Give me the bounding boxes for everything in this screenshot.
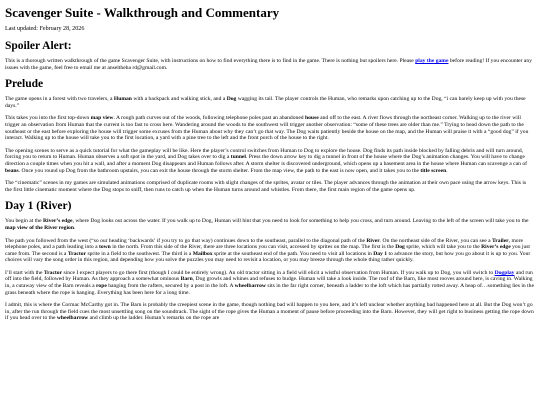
prelude-paragraph-2: This takes you into the first top-down map view. A rough path curves out of the woods, following telephone poles past an abandoned house and off to the east. A river flows through the northeast corner. Walking up to the river will trigger an observation from Human that the current is too fast to cross here. Wandering around the woods to the southwest will trigger another observation: “some of these trees are older than me.” Trying to head down the path to the southeast or the east before exploring the house will trigger some excuses from the Human about why they can’t go that way. The Dog waits patiently beside the house on the map, and the Human will praise it with a “good dog” if you interact. Walking up to the house will take you to the first location, a yard with a pine tree to the left and the front porch of the house to the right. [5,115,529,142]
spoiler-heading: Spoiler Alert: [5,40,72,52]
prelude-paragraph-1: The game opens in a forest with two travelers, a Human with a backpack and walking stick, and a Dog wagging its tail. The player controls the Human, who remarks upon catching up to the Dog, “i can barely keep up with you these days.” [5,96,526,109]
bold-term: River’s edge [42,218,73,225]
day1-heading: Day 1 (River) [5,200,72,213]
bold-term: Tractor [43,269,63,276]
bold-term: map view of the River region [5,224,74,231]
bold-term: tunnel [230,154,246,161]
spoiler-text-before: This is a thorough written walkthrough of the game Scavenger Suite, with instructions on how to find everything there is to find in the game. There is nothing but spoilers here. Please [5,58,416,64]
bold-term: Human [113,96,132,103]
day1-paragraph-3: I’ll start with the Tractor since I expect players to go there first (though I could be entirely wrong). An old tractor sitting in a field will elicit a wistful observation from Human. If you walk up to Dog, you will switch to Dogplay and run off into the field, followed by Human. As they approach a somewhat ominous Barn, Dog growls and whines and refuses to budge. Human will take a look inside. The roof of the Barn, like most rooves around here, is caving in. Walking in, a cutaway view of the Barn reveals a rope hanging from the rafters, secured by a post in the loft. A wheelbarrow sits in the far right corner, beneath a ladder to the loft which has partially rotted away. A heap of…something lies in the grass beneath where the rope is hanging. Everything has been here for a long time. [5,269,534,296]
bold-term: Dog [226,96,237,103]
page-title: Scavenger Suite - Walkthrough and Commentary [5,5,280,20]
bold-term: house [305,115,319,122]
bold-term: Barn [180,276,193,283]
prelude-paragraph-4: The “cinematic” scenes in my games are simulated animations comprised of duplicate rooms with slight changes of the sprites, avatar or tiles. The player advances through the animation at their own pace using the arrow keys. This is the first little cinematic moment where the Dog stops to sniff, then runs to catch up when the Human turns around and whistles. From there, the first main region of the game opens up. [5,180,527,193]
spoiler-paragraph [5,58,534,71]
prelude-heading: Prelude [5,78,44,91]
bold-term: Tractor [67,250,87,257]
bold-term: Trailer [491,237,509,244]
bold-term: rope [96,283,107,290]
bold-term: River’s edge [481,244,511,251]
day1-paragraph-4: I admit, this is where the Cormac McCarthy got in. The Barn is probably the creepiest scene in the game, though nothing bad will happen to you here, and it’s left unclear whether anything bad happened here at all. But the Dog won’t go in, after the run through the field cues the most unsettling song on the soundtrack. The sight of the rope gives the Human a moment of pause before proceeding into the Barn. However, they will get right to business getting the rope down if you head over to the wheelbarrow and climb up the ladder. Human’s remarks on the rope are [5,302,534,322]
bold-term: title screen [420,167,447,174]
day1-paragraph-2: The path you followed from the west (“so our heading ‘backwards’ if you try to go that way) continues down to the southeast, parallel to the diagonal path of the River. On the northeast side of the River, you can see a Trailer, more telephone poles, and a path leading into a town in the north. From this side of the River, there are three locations you can visit, accessed by sprites on the map. The first is the Dog sprite, which will take you to the River’s edge you just came from. The second is a Tractor sprite in a field to the southwest. The third is a Mailbox sprite at the southeast end of the path. You need to visit all locations in Day 1 to advance the story, but how you go about it is up to you. Your choices will vary the song order in this region, and depending how you solve the puzzles you may need to revisit a location, or you may breeze through the whole thing rather quickly. [5,237,531,264]
inline-link[interactable]: Dogplay [494,269,515,276]
bold-term: River [366,237,380,244]
bold-term: wheelbarrow [234,283,266,290]
bold-term: Dog [395,244,405,251]
day1-paragraph-1: You begin at the River’s edge, where Dog looks out across the water. If you walk up to Dog, Human will hint that you need to look for something to help you cross, and turn around. Leaving to the left of the screen will take you to the map view of the River region. [5,218,529,231]
bold-term: map view [90,115,114,122]
bold-term: wheelbarrow [56,315,89,322]
spoiler-text-after: before reading! If you encounter any issues with the game, feel free to email me at anseltheba rd@gmail.com. [5,58,532,71]
bold-term: Mailbox [192,250,213,257]
bold-term: beans [5,167,19,174]
bold-term: Day 1 [373,250,388,257]
bold-term: town [98,244,111,251]
prelude-paragraph-3: The opening scenes to serve as a quick tutorial for what the gameplay will be like. Here the player’s control switches from Human to Dog to explore the house. Dog finds its path inside blocked by falling debris and will turn around, forcing you to return to Human. Human observes a soft spot in the yard, and Dog takes over to dig a tunnel. Press the down arrow key to dig a tunnel in front of the house where the Dog’s animation changes. You will have to change direction a couple times when you hit a wall, and after a moment Dog disappears and Human follows after. A storm shelter is discovered underground, which opens up a basement area in the house where Human can scavenge a can of beans. Once you round up Dog from the bathroom upstairs, you can exit the house through the storm shelter. From the map view, the path to the east is now open, and it takes you to the title screen. [5,147,527,174]
play-the-game-link[interactable]: play the game [415,58,449,64]
last-updated: Last updated: February 28, 2026 [5,26,85,32]
